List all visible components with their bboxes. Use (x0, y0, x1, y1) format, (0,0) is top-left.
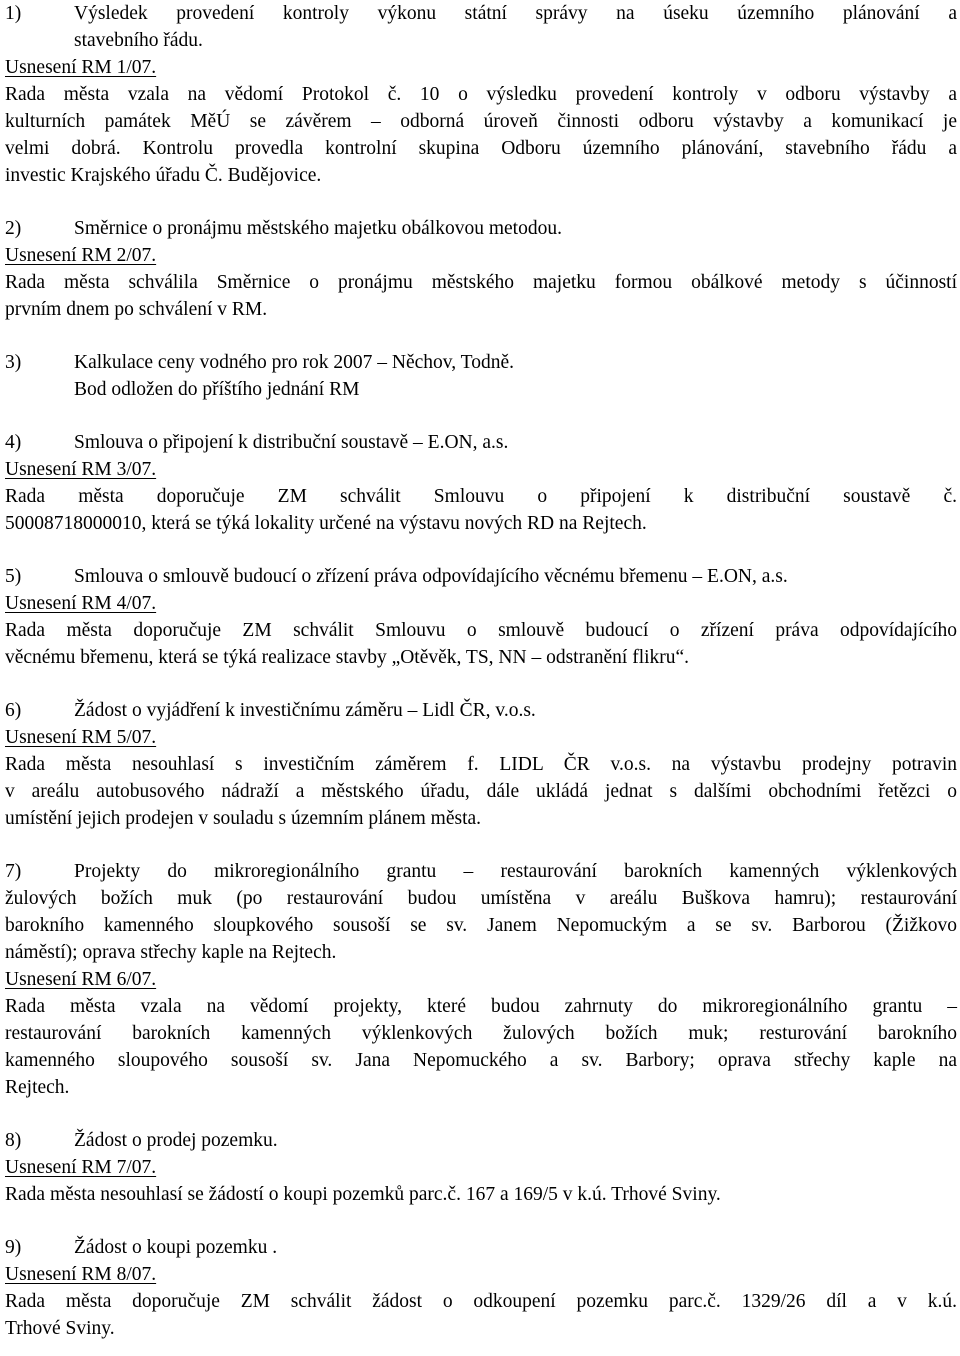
section-number: 5) (5, 566, 22, 587)
resolution-label: Usnesení RM 2/07. (5, 245, 157, 266)
section-6 (5, 697, 957, 832)
body-line: prvním dnem po schválení v RM. (5, 299, 268, 320)
section-number: 6) (5, 700, 22, 721)
section-8-heading (5, 1127, 957, 1154)
section-3-heading (5, 349, 957, 376)
section-5-heading (5, 563, 957, 590)
body-line: v areálu autobusového nádraží a městského úřadu, dále ukládá jednat s dalšími obchodními řetězci o (5, 781, 957, 802)
section-heading-line: Směrnice o pronájmu městského majetku obálkovou metodou. (74, 218, 562, 239)
section-6-heading (5, 697, 957, 724)
section-2-heading (5, 215, 957, 242)
resolution-label: Usnesení RM 8/07. (5, 1264, 157, 1285)
section-1-heading (5, 0, 957, 27)
section-7 (5, 858, 957, 1101)
section-number: 3) (5, 352, 22, 373)
body-line: Rada města schválila Směrnice o pronájmu městského majetku formou obálkové metody s účinností (5, 272, 957, 293)
section-number: 8) (5, 1130, 22, 1151)
body-line: Rada města vzala na vědomí Protokol č. 10 o výsledku provedení kontroly v odboru výstavby a (5, 84, 957, 105)
section-9 (5, 1234, 957, 1342)
section-heading-line: Smlouva o připojení k distribuční soustavě – E.ON, a.s. (74, 432, 509, 453)
body-line: restaurování barokních kamenných výklenkových žulových božích muk; resturování barokního (5, 1023, 957, 1044)
body-line: Rada města doporučuje ZM schválit žádost o odkoupení pozemku parc.č. 1329/26 díl a v k.ú. (5, 1291, 957, 1312)
body-line: Rada města doporučuje ZM schválit Smlouvu o připojení k distribuční soustavě č. (5, 486, 957, 507)
body-line: Rada města vzala na vědomí projekty, které budou zahrnuty do mikroregionálního grantu – (5, 996, 957, 1017)
section-8 (5, 1127, 957, 1208)
section-3 (5, 349, 957, 403)
resolution-label: Usnesení RM 1/07. (5, 57, 157, 78)
body-line: umístění jejich prodejen v souladu s územním plánem města. (5, 808, 482, 829)
body-line: investic Krajského úřadu Č. Budějovice. (5, 165, 322, 186)
body-line: kamenného sloupového sousoší sv. Jana Nepomuckého a sv. Barbory; oprava střechy kaple na (5, 1050, 957, 1071)
document (5, 0, 957, 1342)
body-line: Rada města nesouhlasí se žádostí o koupi pozemků parc.č. 167 a 169/5 v k.ú. Trhové Sviny. (5, 1184, 721, 1205)
section-heading-line: žulových božích muk (po restaurování budou umístěna v areálu Buškova hamru); restaurování (5, 888, 957, 909)
body-line: velmi dobrá. Kontrolu provedla kontrolní skupina Odboru územního plánování, stavebního řádu a (5, 138, 957, 159)
section-number: 2) (5, 218, 22, 239)
resolution-label: Usnesení RM 5/07. (5, 727, 157, 748)
section-number: 4) (5, 432, 22, 453)
section-heading-line: stavebního řádu. (74, 30, 203, 51)
body-line: Rada města nesouhlasí s investičním záměrem f. LIDL ČR v.o.s. na výstavbu prodejny potravin (5, 754, 957, 775)
body-line: 50008718000010, která se týká lokality určené na výstavu nových RD na Rejtech. (5, 513, 647, 534)
resolution-label: Usnesení RM 7/07. (5, 1157, 157, 1178)
section-7-heading (5, 858, 957, 885)
body-line: Trhové Sviny. (5, 1318, 115, 1339)
section-1 (5, 0, 957, 189)
section-5 (5, 563, 957, 671)
section-number: 7) (5, 861, 22, 882)
section-number: 9) (5, 1237, 22, 1258)
resolution-label: Usnesení RM 3/07. (5, 459, 157, 480)
section-heading-line: Žádost o vyjádření k investičnímu záměru – Lidl ČR, v.o.s. (74, 700, 536, 721)
section-heading-line: barokního kamenného sloupkového sousoší se sv. Janem Nepomuckým a se sv. Barborou (Žižkovo (5, 915, 957, 936)
section-heading-line: Žádost o prodej pozemku. (74, 1130, 278, 1151)
section-number: 1) (5, 3, 22, 24)
section-heading-line: náměstí); oprava střechy kaple na Rejtech. (5, 942, 337, 963)
section-heading-line: Projekty do mikroregionálního grantu – restaurování barokních kamenných výklenkových (74, 861, 957, 882)
section-heading-line: Smlouva o smlouvě budoucí o zřízení práva odpovídajícího věcnému břemenu – E.ON, a.s. (74, 566, 788, 587)
resolution-label: Usnesení RM 4/07. (5, 593, 157, 614)
section-4 (5, 429, 957, 537)
section-2 (5, 215, 957, 323)
section-4-heading (5, 429, 957, 456)
body-line: kulturních památek MěÚ se závěrem – odborná úroveň činnosti odboru výstavby a komunikací je (5, 111, 957, 132)
body-line: Rejtech. (5, 1077, 70, 1098)
section-heading-line: Výsledek provedení kontroly výkonu státní správy na úseku územního plánování a (74, 3, 957, 24)
body-line: Rada města doporučuje ZM schválit Smlouvu o smlouvě budoucí o zřízení práva odpovídajícího (5, 620, 957, 641)
resolution-label: Usnesení RM 6/07. (5, 969, 157, 990)
section-heading-line: Kalkulace ceny vodného pro rok 2007 – Něchov, Todně. (74, 352, 514, 373)
body-line: věcnému břemenu, která se týká realizace stavby „Otěvěk, TS, NN – odstranění flikru“. (5, 647, 690, 668)
section-9-heading (5, 1234, 957, 1261)
section-heading-line: Žádost o koupi pozemku . (74, 1237, 278, 1258)
deferral-note: Bod odložen do příštího jednání RM (74, 379, 360, 400)
